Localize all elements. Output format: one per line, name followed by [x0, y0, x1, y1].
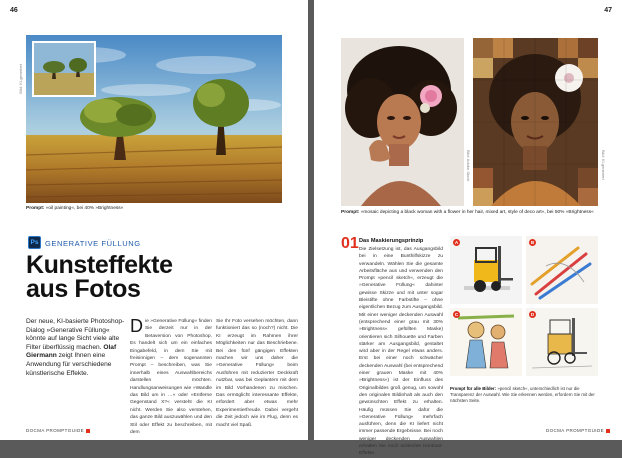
footer-left	[26, 428, 90, 433]
footer-right	[546, 428, 610, 433]
badge-d: D	[530, 312, 535, 317]
left-page	[0, 0, 308, 440]
badge-a: A	[454, 240, 459, 245]
mosaic-portrait-image	[473, 38, 598, 206]
caption-text: »oil painting«, bei 40% »Brightness«	[45, 206, 124, 211]
pencil-sketch-image	[526, 236, 598, 304]
body-column-1	[130, 318, 212, 437]
headline-line-2: aus Fotos	[26, 275, 141, 303]
right-page	[314, 0, 622, 457]
article-headline	[26, 253, 296, 301]
forklift-sketch-image	[526, 308, 598, 376]
section-title: Das Maskierungsprinzip	[359, 238, 424, 244]
footer-mark	[86, 429, 90, 433]
section-body: Die Zielsetzung ist, das Ausgangsbild bei in eine Bunthilfskizze zu verwandeln. Wählen Sie die gesamte Arbeitsfläche aus und verwenden den Prompt »pencil sketch«, erzeugt die »Generative Füllung« dahinter gewisse Skizze und mit unter sogar Bleistifte ohne Farbstifte – ohne eigentlichen Bezug zum Ausgangsbild. Mit einer weniger deckenden Auswahl (entsprechend einer grau mit 30% »Brightness« gefüllten Maske) orientieren sich Silhouette und Farben stärker am Ausgangsbild, gestaltet wird aber in der Regel etwas anders. Erst bei einer noch schwächer deckenden Auswahl (bei entsprechend einer grauen Maske mit 40% »Brightness«) ist der Einfluss des Originalbildes groß genug, um sowohl den originalen Bildinhalt als auch den gewünschten Effekt zu erhalten. Häufig müssen Sie dafür die »Generative Füllung« mehrfach ausführen, denn die KI liefert nicht immer passende Ergebnisse. Bei noch weniger deckenden Auswahlen erhalten Sie noch schlechte Kontrast-Effekte.	[359, 247, 444, 457]
caption-label: Prompt:	[341, 210, 360, 215]
caption-text: »mosaic depicting a black woman with a flower in her hair, mixed art, style of deco art«, bei 50% »Brightness«	[360, 210, 594, 215]
hero-caption	[26, 206, 282, 212]
body-column-2	[216, 318, 298, 429]
forklift-photo	[450, 236, 522, 304]
forklift-sketch-grid	[450, 236, 600, 382]
body-text: Sie Ihr Foto versehen möchten, dann funktioniert das so (noch?) nicht. Die KI erzeugt im Rahmen ihrer Möglichkeiten nur das Beschriebene. Bei den fünf gängigen Effekten machen wir uns daher die »Generative Füllung« beim Ausführen mit reduzierter Deckkraft nutzbar, was bei Geplantem mit dem im Bild Vorhandenen zu mischen. Das ermöglicht interessante Effekte, erfordert aber etwas mehr Experimentierfreude. Dabei vergeht die Zeit jedoch wie im Flug, denn es macht viel Spaß.	[216, 319, 298, 428]
page-number-right: 47	[604, 7, 612, 14]
oil-painting-image	[26, 35, 282, 203]
photoshop-icon: Ps	[28, 236, 41, 249]
page-number-left: 46	[10, 7, 18, 14]
drop-cap: D	[130, 316, 143, 336]
caption-label: Prompt:	[26, 206, 45, 211]
intro-suffix: zeigt Ihnen eine Anwendung für verschiedene künstlerische Effekte.	[26, 352, 112, 377]
footer-mark	[606, 429, 610, 433]
kicker: GENERATIVE FÜLLUNG	[45, 239, 141, 248]
section-number: 01	[341, 235, 359, 252]
footer-text: DOCMA PROMPTGUIDE	[26, 428, 85, 433]
portrait-photo	[341, 38, 464, 206]
badge-c: C	[454, 312, 459, 317]
grid-caption-text: »pencil sketch«, unterschiedlich ist nur die Transparenz der Auswahl. Wie Sie erkennen werden, erfordern Sie mit der nächsten Seite.	[450, 386, 595, 403]
headline-line-1: Kunsteffekte	[26, 251, 173, 279]
author-name: Olaf Giermann	[26, 343, 117, 360]
intro-text: Der neue, KI-basierte Photoshop-Dialog »Generative Füllung« könnte auf lange Sicht viele alte Filter überflüssig machen.	[26, 318, 125, 351]
image-credit-left: Bild: KI-generiert	[18, 64, 23, 94]
footer-text: DOCMA PROMPTGUIDE	[545, 428, 604, 433]
colored-sketch-image	[450, 308, 522, 376]
badge-b: B	[530, 240, 535, 245]
photo-credit-1: Bild: Adobe Stock	[466, 150, 471, 182]
article-intro	[26, 318, 126, 378]
photo-caption	[341, 210, 598, 216]
grid-caption-label: Prompt für alle Bilder:	[450, 386, 497, 391]
grid-caption	[450, 386, 602, 404]
body-text: ie »Generative Füllung« finden Sie derzeit nur in der Betaversion von Photoshop. Es handelt sich um ein einfaches Eingabefeld, in dem Sie mit freisinnigen – dem sogenannten Prompt – beschreiben, was Sie innerhalb eines Auswahlbereichs darstellen möchten. Handlungsanweisungen wie »Wandle das Bild um in …« oder »Entferne Gegenstand X?« versteht die KI nicht. Werden Sie also verstehen, das ganze Bild auszuwählen und den Stil oder Effekt zu beschreiben, mit dem	[130, 319, 212, 436]
photo-credit-2: Bild: KI-generiert	[601, 150, 606, 180]
